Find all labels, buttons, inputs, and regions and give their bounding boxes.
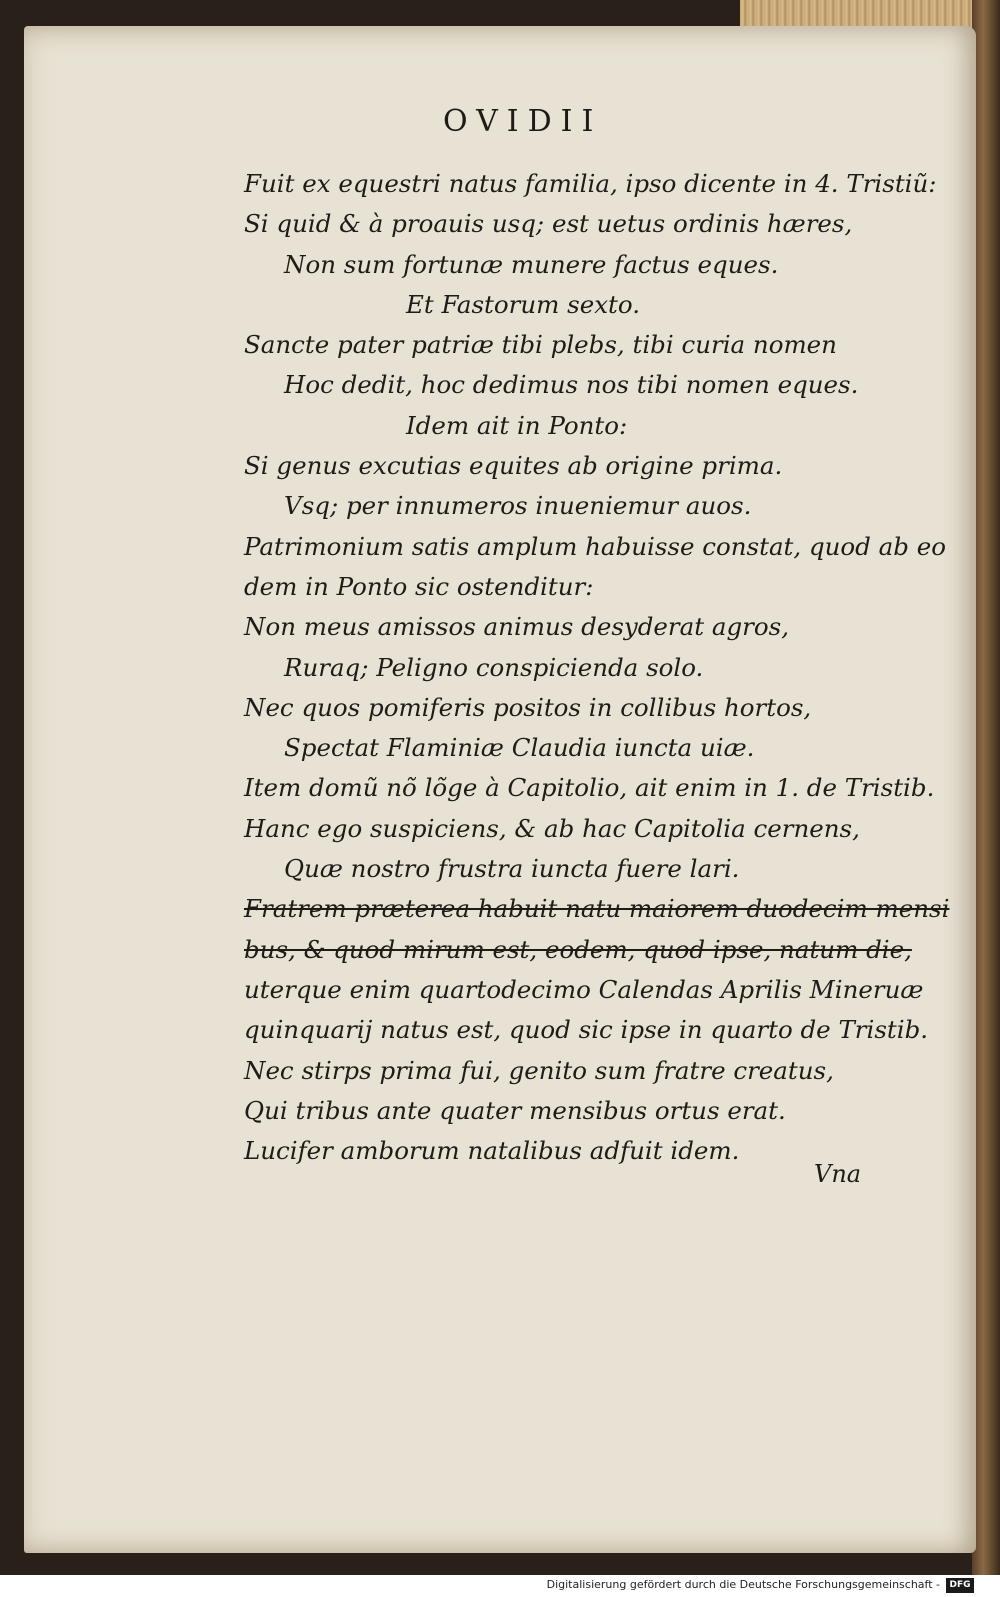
- text-line: uterque enim quartodecimo Calendas Aprilis Mineruæ: [244, 974, 924, 1004]
- digitization-footer: [0, 1575, 1000, 1597]
- catchword: Vna: [814, 1160, 862, 1188]
- text-line: Idem ait in Ponto:: [406, 410, 628, 440]
- struck-text-line: [244, 930, 912, 970]
- funding-credit: Digitalisierung gefördert durch die Deutsche Forschungsgemeinschaft -: [546, 1578, 940, 1591]
- text-line: Non sum fortunæ munere factus eques.: [284, 249, 779, 279]
- text-line: Hoc dedit, hoc dedimus nos tibi nomen eques.: [284, 370, 859, 400]
- text-line: Item domũ nõ lõge à Capitolio, ait enim in 1. de Tristib.: [244, 773, 935, 803]
- text-line: Nec stirps prima fui, genito sum fratre creatus,: [244, 1055, 834, 1085]
- text-line: Et Fastorum sexto.: [406, 289, 640, 319]
- text-line: dem in Ponto sic ostenditur:: [244, 571, 594, 601]
- text-line: Si genus excutias equites ab origine prima.: [244, 451, 783, 481]
- text-line: Hanc ego suspiciens, & ab hac Capitolia cernens,: [244, 813, 860, 843]
- text-line: Ruraq; Peligno conspicienda solo.: [284, 652, 704, 682]
- struck-text: bus, & quod mirum est, eodem, quod ipse, natum die,: [244, 934, 912, 964]
- text-line: Vsq; per innumeros inueniemur auos.: [284, 491, 752, 521]
- page-text: [244, 164, 950, 1171]
- text-line: Sancte pater patriæ tibi plebs, tibi curia nomen: [244, 330, 837, 360]
- text-line: Qui tribus ante quater mensibus ortus erat.: [244, 1095, 786, 1125]
- text-line: Nec quos pomiferis positos in collibus hortos,: [244, 692, 812, 722]
- text-line: Quæ nostro frustra iuncta fuere lari.: [284, 854, 740, 884]
- text-line: Fuit ex equestri natus familia, ipso dicente in 4. Tristiũ:: [244, 169, 937, 198]
- running-head: OVIDII: [443, 104, 603, 139]
- text-line: Patrimonium satis amplum habuisse constat, quod ab eo: [244, 531, 946, 561]
- text-line: Lucifer amborum natalibus adfuit idem.: [244, 1136, 740, 1166]
- book-spine-edge: [972, 0, 1000, 1575]
- struck-text-line: [244, 889, 950, 929]
- struck-text: Fratrem præterea habuit natu maiorem duodecim mensi: [244, 894, 950, 924]
- text-line: Si quid & à proauis usq; est uetus ordinis hæres,: [244, 209, 853, 239]
- text-line: quinquarij natus est, quod sic ipse in quarto de Tristib.: [244, 1015, 929, 1045]
- text-line: Spectat Flaminiæ Claudia iuncta uiæ.: [284, 733, 755, 763]
- text-line: Non meus amissos animus desyderat agros,: [244, 612, 789, 642]
- dfg-logo: DFG: [946, 1578, 974, 1593]
